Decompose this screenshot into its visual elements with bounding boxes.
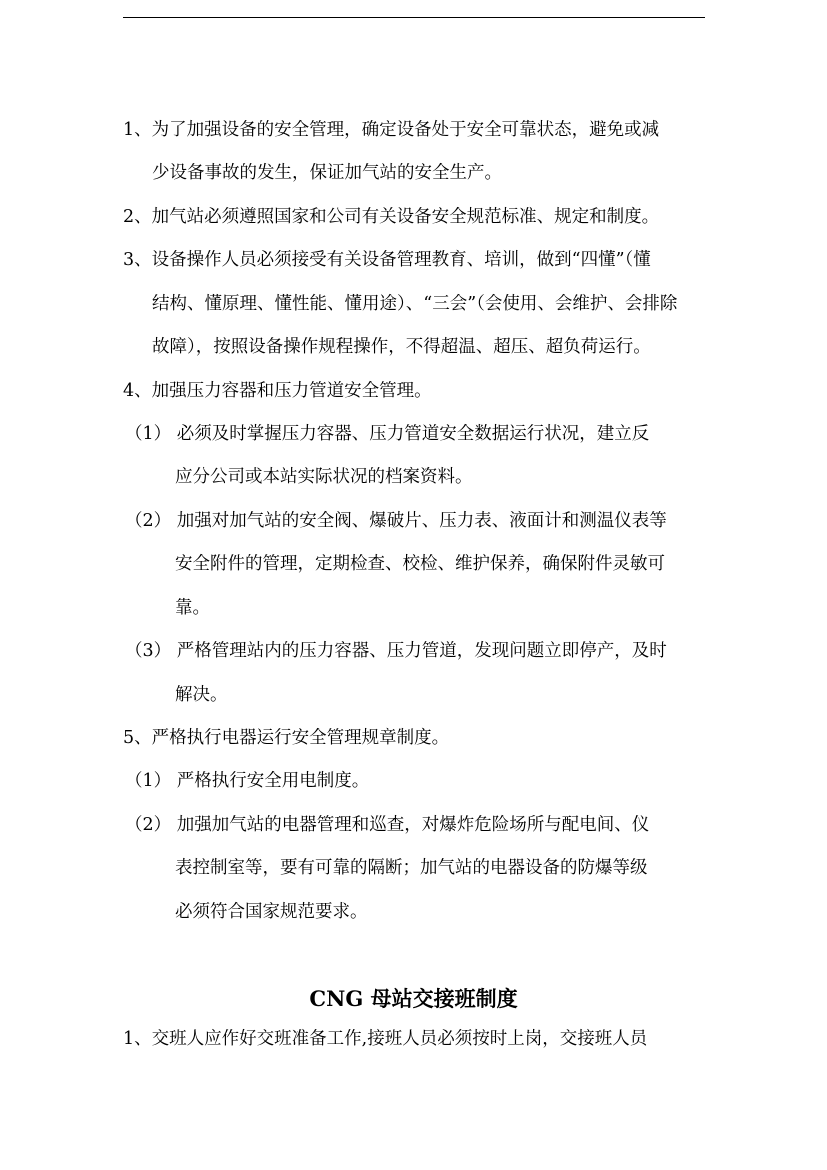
item-4-2-line-1: （2） 加强对加气站的安全阀、爆破片、压力表、液面计和测温仪表等 [125,511,667,531]
paragraph-1-line-2: 少设备事故的发生，保证加气站的安全生产。 [152,163,502,183]
item-5-2-line-1: （2） 加强加气站的电器管理和巡查，对爆炸危险场所与配电间、仪 [125,815,650,835]
paragraph-5: 5、严格执行电器运行安全管理规章制度。 [123,728,450,748]
paragraph-1-line-1: 1、为了加强设备的安全管理，确定设备处于安全可靠状态，避免或减 [123,120,660,140]
item-4-3-line-1: （3） 严格管理站内的压力容器、压力管道，发现问题立即停产，及时 [125,641,667,661]
item-4-1-line-1: （1） 必须及时掌握压力容器、压力管道安全数据运行状况，建立反 [125,424,650,444]
item-4-1-line-2: 应分公司或本站实际状况的档案资料。 [175,467,473,487]
item-4-3-line-2: 解决。 [175,685,228,705]
paragraph-3-line-2: 结构、懂原理、懂性能、懂用途）、“三会”（会使用、会维护、会排除 [152,294,678,314]
paragraph-2: 2、加气站必须遵照国家和公司有关设备安全规范标准、规定和制度。 [123,207,660,227]
section-title: CNG 母站交接班制度 [309,986,518,1011]
item-4-2-line-3: 靠。 [175,598,210,618]
paragraph-3-line-1: 3、设备操作人员必须接受有关设备管理教育、培训，做到“四懂”（懂 [123,250,651,270]
paragraph-3-line-3: 故障），按照设备操作规程操作，不得超温、超压、超负荷运行。 [152,337,651,357]
paragraph-4: 4、加强压力容器和压力管道安全管理。 [123,381,432,401]
item-5-1: （1） 严格执行安全用电制度。 [125,771,370,791]
item-5-2-line-3: 必须符合国家规范要求。 [175,902,368,922]
header-rule [123,17,705,18]
item-4-2-line-2: 安全附件的管理，定期检查、校检、维护保养，确保附件灵敏可 [175,554,665,574]
section-2-line-1: 1、交班人应作好交班准备工作,接班人员必须按时上岗，交接班人员 [123,1029,648,1049]
item-5-2-line-2: 表控制室等，要有可靠的隔断；加气站的电器设备的防爆等级 [175,858,648,878]
